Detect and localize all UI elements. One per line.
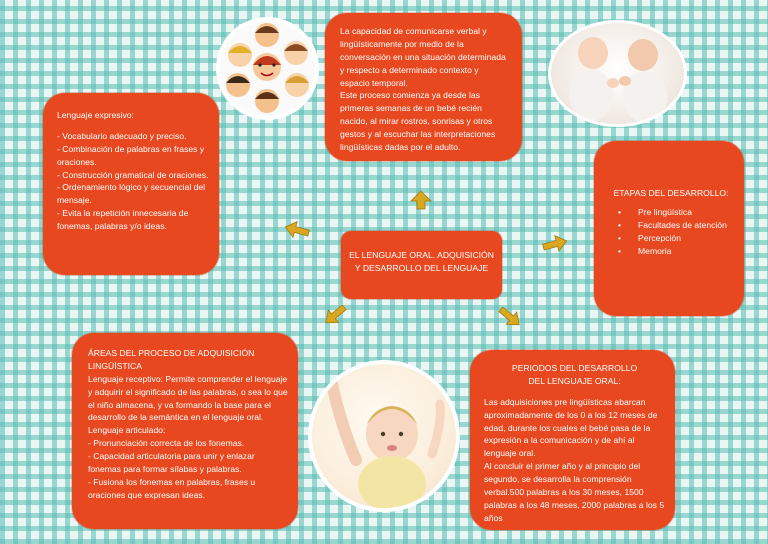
arrow-up-icon <box>408 190 434 210</box>
periods-box <box>470 350 675 530</box>
definition-text: La capacidad de comunicarse verbal y lingüísticamente por medio de la conversación en una situación determinada y respecto a determinado contexto y espacio temporal. <box>340 26 506 88</box>
list-item: - Construcción gramatical de oraciones. <box>57 169 209 180</box>
main-title: EL LENGUAJE ORAL. ADQUISICIÓN Y DESARROLLO DEL LENGUAJE <box>349 250 494 273</box>
list-item: - Pronunciación correcta de los fonemas. <box>88 438 245 449</box>
list-item: • Percepción <box>638 232 734 245</box>
receptive-text: Lenguaje receptivo: Permite comprender el lenguaje y adquirir el significado de las palabras, o sea lo que el niño almacena, y va formando la base para el desarrollo de la semántica en el lenguaje oral. <box>88 373 288 423</box>
periods-text: Las adquisiciones pre lingüísticas abarcan aproximadamente de los 0 a los 12 meses de edad, durante los cuales el bebé pasa de la expresión a la comunicación y de ahí al lenguaje oral. <box>484 396 658 459</box>
list-item: - Fusiona los fonemas en palabras, frases u oraciones que expresan ideas. <box>88 476 256 500</box>
arrow-down-right-icon <box>497 307 523 327</box>
periods-title: PERIODOS DEL DESARROLLO DEL LENGUAJE ORAL: <box>511 363 638 386</box>
stages-box <box>594 141 744 316</box>
periods-text-2: Al concluir el primer año y al principio del segundo, se desarrolla la comprensión verbal.500 palabras a los 30 meses, 1500 palabras a los 48 meses, 2000 palabras a los 5 años <box>484 461 665 523</box>
definition-text-2: Este proceso comienza ya desde las primeras semanas de un bebé recién nacido, al mirar rostros, sonrisas y otros gestos y al escuchar las interpretaciones lingüísticas dadas por el adulto. <box>340 90 496 153</box>
arrow-right-icon <box>542 234 568 254</box>
baby-illustration <box>312 364 456 508</box>
cartoon-faces-image <box>216 17 319 120</box>
list-item: - Capacidad articulatoria para unir y enlazar fonemas para formar sílabas y palabras. <box>88 451 255 475</box>
definition-box <box>325 13 522 161</box>
list-item: • Memoria <box>638 245 734 258</box>
arrow-left-icon <box>284 220 310 240</box>
list-item: • Facultades de atención <box>638 219 734 232</box>
babies-illustration <box>551 23 684 124</box>
acquisition-areas-box <box>72 333 298 529</box>
stages-title: ETAPAS DEL DESARROLLO: <box>613 188 729 198</box>
list-item: - Combinación de palabras en frases y oraciones. <box>57 143 205 167</box>
arrow-down-left-icon <box>322 305 348 325</box>
list-item: - Vocabulario adecuado y preciso. <box>57 130 187 141</box>
list-item: - Ordenamiento lógico y secuencial del mensaje. <box>57 182 206 206</box>
faces-illustration <box>220 21 315 116</box>
two-babies-image <box>548 20 687 127</box>
baby-image <box>308 360 460 512</box>
list-item: • Pre lingüística <box>638 206 734 219</box>
stages-list <box>608 206 734 258</box>
expressive-language-box <box>43 93 219 275</box>
expressive-title: Lenguaje expresivo: <box>57 110 134 120</box>
main-title-box <box>341 231 502 299</box>
articulated-title: Lenguaje articulado: <box>88 425 166 436</box>
list-item: - Evita la repetición innecesaria de fonemas, palabras y/o ideas. <box>57 208 189 232</box>
areas-title: ÁREAS DEL PROCESO DE ADQUISICIÓN LINGÜÍSTICA <box>88 348 255 371</box>
